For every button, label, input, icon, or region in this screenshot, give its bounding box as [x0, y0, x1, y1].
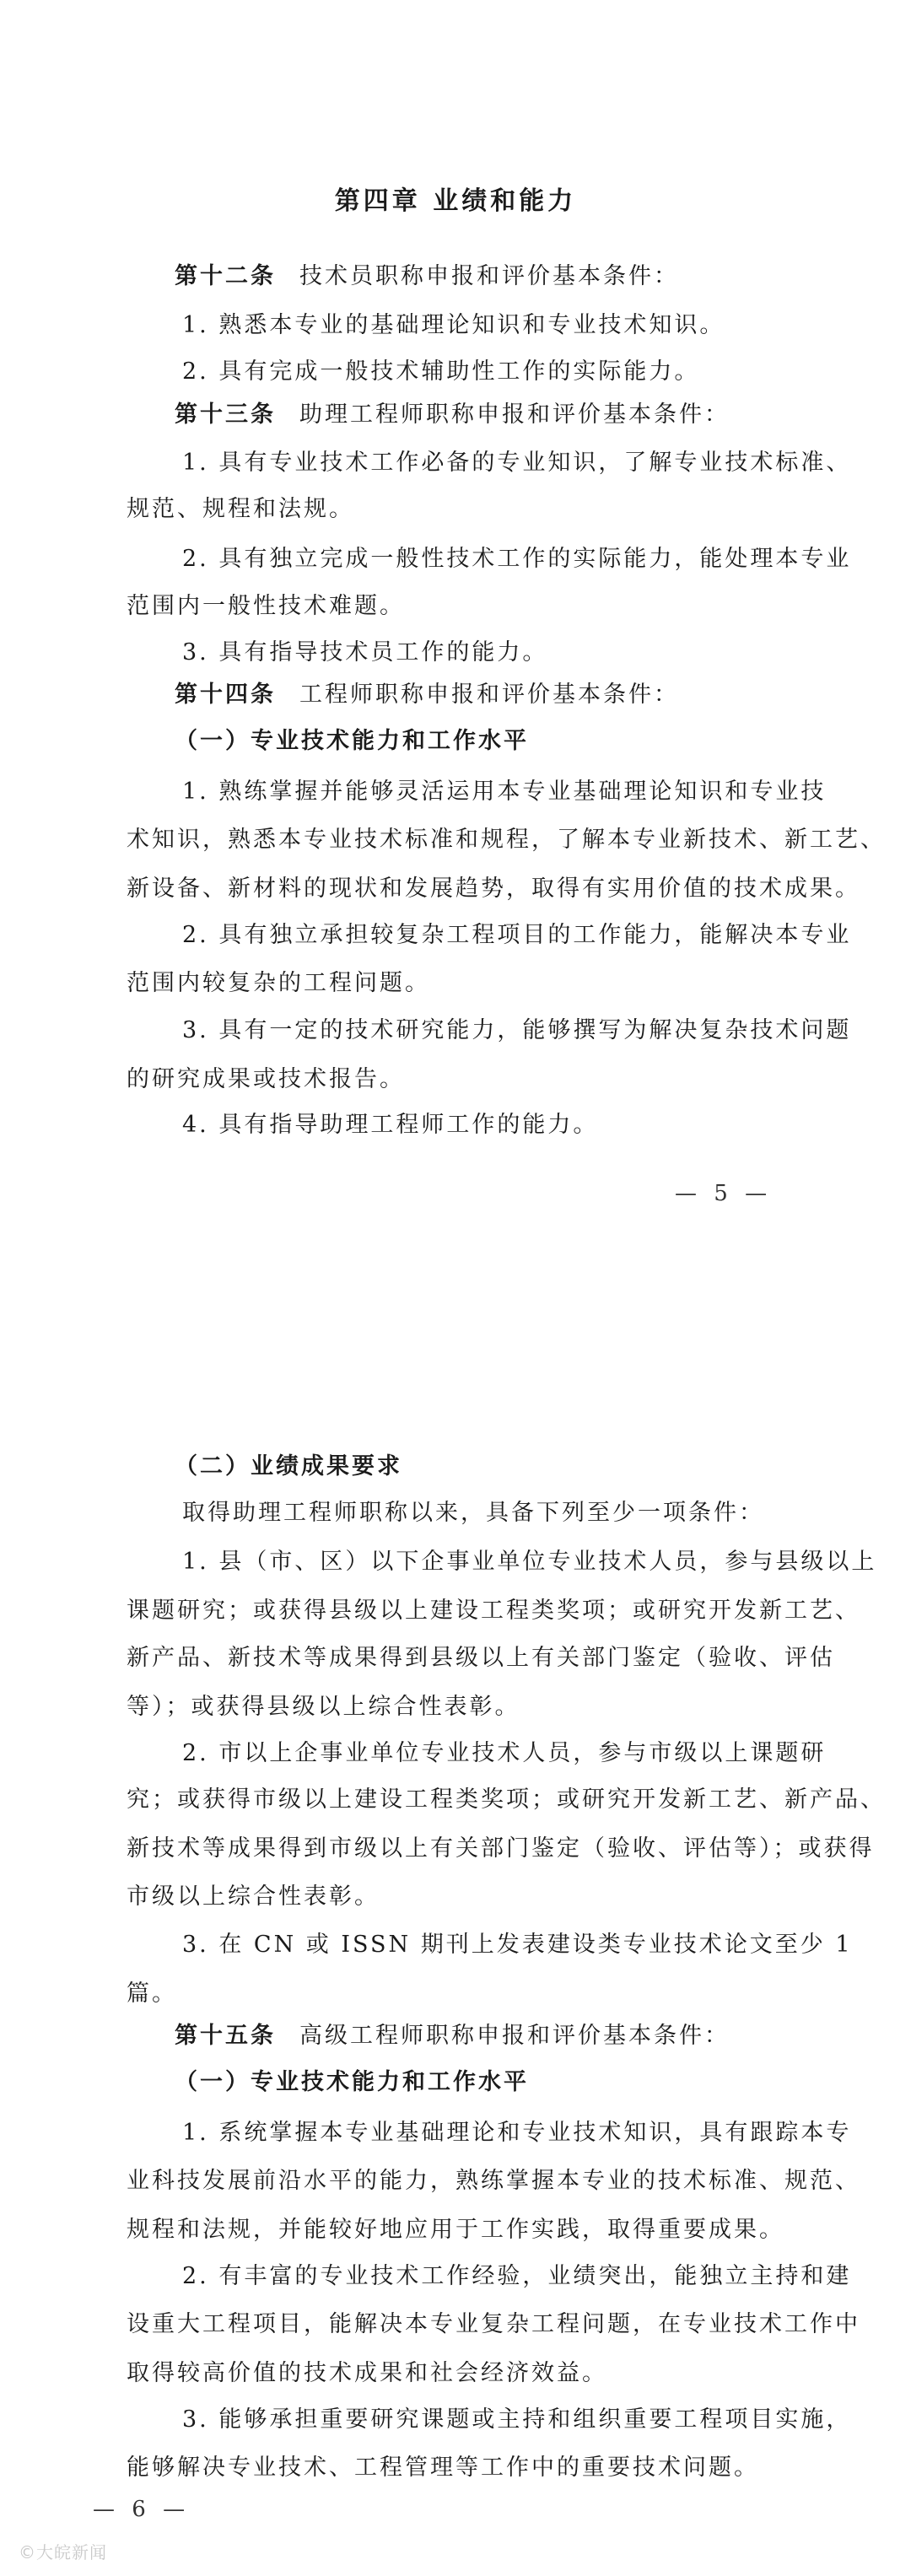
text-line: 2. 具有完成一般技术辅助性工作的实际能力。 — [182, 358, 700, 385]
text-line: 1. 熟练掌握并能够灵活运用本专业基础理论知识和专业技 — [182, 779, 827, 805]
text-line: 设重大工程项目，能解决本专业复杂工程问题，在专业技术工作中 — [127, 2311, 860, 2337]
text-line: 业科技发展前沿水平的能力，熟练掌握本专业的技术标准、规范、 — [127, 2168, 860, 2194]
chapter-title: 第四章 业绩和能力 — [334, 186, 577, 216]
article-heading: 第十三条 — [175, 401, 276, 428]
text-line: 取得较高价值的技术成果和社会经济效益。 — [127, 2360, 607, 2386]
text-line: 的研究成果或技术报告。 — [127, 1066, 405, 1092]
text-line: 新技术等成果得到市级以上有关部门鉴定（验收、评估等）；或获得 — [127, 1835, 875, 1862]
text-line: 3. 具有一定的技术研究能力，能够撰写为解决复杂技术问题 — [182, 1017, 852, 1043]
text-line: 能够解决专业技术、工程管理等工作中的重要技术问题。 — [127, 2455, 759, 2481]
text-line: 取得助理工程师职称以来，具备下列至少一项条件： — [182, 1500, 764, 1526]
text-line: 1. 熟悉本专业的基础理论知识和专业技术知识。 — [182, 312, 725, 338]
text-line: 课题研究；或获得县级以上建设工程类奖项；或研究开发新工艺、 — [127, 1598, 860, 1624]
text-line: 3. 能够承担重要研究课题或主持和组织重要工程项目实施， — [182, 2406, 852, 2433]
text-line: 3. 具有指导技术员工作的能力。 — [182, 639, 548, 666]
text-line: 新设备、新材料的现状和发展趋势，取得有实用价值的技术成果。 — [127, 876, 860, 902]
text-line: 范围内较复杂的工程问题。 — [127, 970, 430, 996]
text-line: 4. 具有指导助理工程师工作的能力。 — [182, 1112, 599, 1138]
text-line: 究；或获得市级以上建设工程类奖项；或研究开发新工艺、新产品、 — [127, 1786, 886, 1813]
page-number: — 5 — — [675, 1181, 773, 1206]
section-heading: （二）业绩成果要求 — [175, 1453, 402, 1479]
article-line: 第十二条 技术员职称申报和评价基本条件： — [175, 263, 679, 289]
text-line: 1. 具有专业技术工作必备的专业知识，了解专业技术标准、 — [182, 450, 852, 476]
text-line: 规程和法规，并能较好地应用于工作实践，取得重要成果。 — [127, 2217, 784, 2243]
page-number: — 6 — — [93, 2497, 191, 2522]
article-heading: 第十五条 — [175, 2023, 276, 2049]
text-line: 等）；或获得县级以上综合性表彰。 — [127, 1694, 520, 1720]
section-heading: （一）专业技术能力和工作水平 — [175, 2069, 529, 2095]
text-line: 2. 市以上企事业单位专业技术人员，参与市级以上课题研 — [182, 1740, 827, 1766]
article-line: 第十四条 工程师职称申报和评价基本条件： — [175, 682, 679, 708]
text-line: 篇。 — [127, 1981, 177, 2007]
text-line: 3. 在 CN 或 ISSN 期刊上发表建设类专业技术论文至少 1 — [182, 1932, 853, 1958]
text-line: 1. 县（市、区）以下企事业单位专业技术人员，参与县级以上 — [182, 1549, 877, 1575]
watermark: ©大皖新闻 — [19, 2542, 107, 2563]
text-line: 2. 有丰富的专业技术工作经验，业绩突出，能独立主持和建 — [182, 2263, 852, 2289]
article-line: 第十三条 助理工程师职称申报和评价基本条件： — [175, 401, 730, 428]
article-heading: 第十二条 — [175, 263, 276, 289]
text-line: 术知识，熟悉本专业技术标准和规程，了解本专业新技术、新工艺、 — [127, 827, 886, 853]
text-line: 2. 具有独立承担较复杂工程项目的工作能力，能解决本专业 — [182, 922, 852, 948]
text-line: 范围内一般性技术难题。 — [127, 593, 405, 619]
article-line: 第十五条 高级工程师职称申报和评价基本条件： — [175, 2023, 730, 2049]
text-line: 规范、规程和法规。 — [127, 496, 354, 522]
text-line: 2. 具有独立完成一般性技术工作的实际能力，能处理本专业 — [182, 546, 852, 572]
text-line: 1. 系统掌握本专业基础理论和专业技术知识，具有跟踪本专 — [182, 2120, 852, 2146]
section-heading: （一）专业技术能力和工作水平 — [175, 728, 529, 754]
article-heading: 第十四条 — [175, 682, 276, 708]
text-line: 市级以上综合性表彰。 — [127, 1883, 380, 1910]
text-line: 新产品、新技术等成果得到县级以上有关部门鉴定（验收、评估 — [127, 1645, 835, 1671]
